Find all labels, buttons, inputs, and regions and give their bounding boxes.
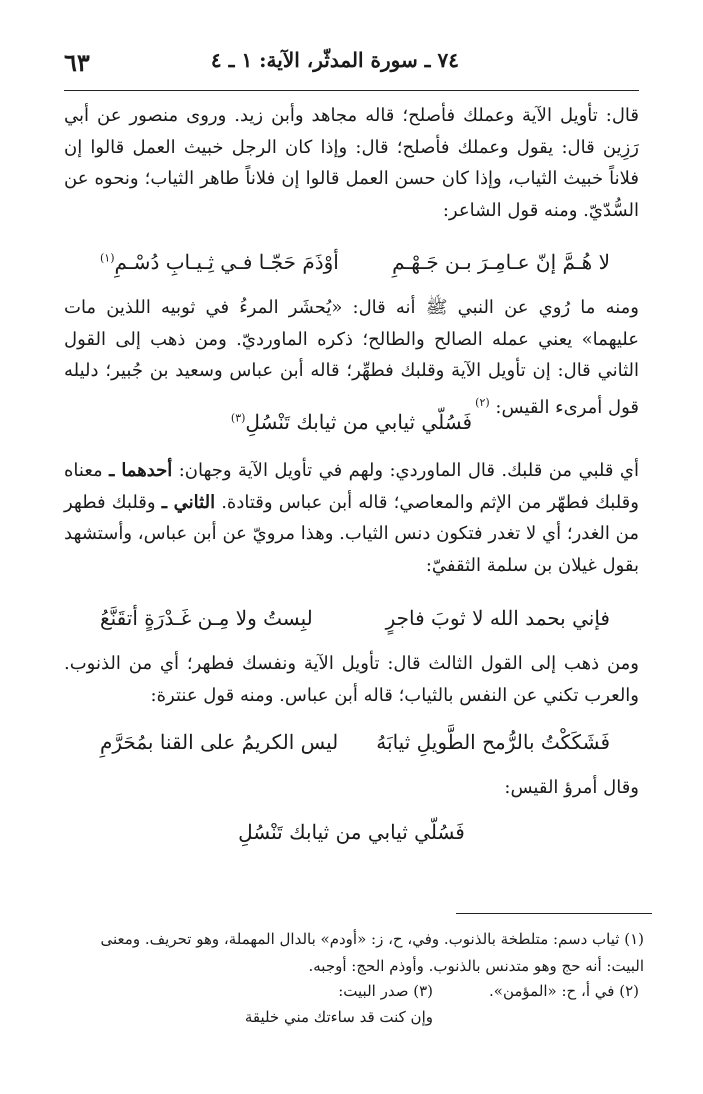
verse-1-second-hemistich: أوْذَمَ حَجّـا فـي ثِـيـابِ دُسْـمِ$^{(١)}$: [100, 250, 339, 274]
footnote-ref-1: (١): [100, 251, 115, 265]
footnote-ref-3: (٣): [230, 411, 246, 425]
verse-3-second-hemistich: لبِستُ ولا مِـن غَـدْرَةٍ أتقَنَّعُ: [100, 606, 313, 630]
footnote-3-verse: وإن كنت قد ساءتك مني خليقة: [244, 1008, 433, 1026]
verse-3-first-hemistich: فإني بحمد الله لا ثوبَ فاجرٍ: [385, 606, 610, 630]
paragraph-4: ومن ذهب إلى القول الثالث قال: تأويل الآية ونفسك فطهر؛ أي من الذنوب. والعرب تكني عن النفس بالثياب؛ قاله أبن عباس. ومنه قول عنترة:: [64, 653, 639, 706]
verse-1-first-hemistich: لا هُـمَّ إنّ عـامِـرَ بـن جَـهْـمِ: [392, 250, 610, 274]
header-rule: [64, 90, 639, 91]
page-header: [64, 44, 639, 80]
verse-1: [100, 250, 610, 286]
paragraph-1: قال: تأويل الآية وعملك فأصلح؛ قاله مجاهد وأبن زيد. وروى منصور عن أبي رَزِين قال: يقول وعملك فأصلح؛ قال: وإذا كان الرجل خبيث العمل قالوا إن فلاناً خبيث الثياب، وإذا كان حسن العمل قالوا إن فلاناً طاهر الثياب؛ ونحوه عن السُّدّيّ. ومنه قول الشاعر:: [64, 105, 639, 221]
footnote-2: (٢) في أ، ح: «المؤمن».: [489, 982, 639, 1000]
verse-4-second-hemistich: ليس الكريمُ على القنا بمُحَرَّمِ: [100, 730, 339, 754]
verse-4-first-hemistich: فَشَكَكْتُ بالرُّمح الطَّويلِ ثيابَهُ: [376, 730, 610, 754]
paragraph-2: [64, 292, 639, 423]
verse-5: فَسُلّي ثيابي من ثيابك تَنْسُلِ: [238, 820, 465, 844]
footnote-3: (٣) صدر البيت:: [338, 982, 433, 1000]
verse-2: فَسُلّي ثيابي من ثيابك تَنْسُلِ$^{(٣)}$: [230, 410, 473, 434]
footnote-rule: [456, 913, 652, 914]
footnote-1: (١) ثياب دسم: متلطخة بالذنوب. وفي، ح، ز: «أودم» بالدال المهملة، وهو تحريف. ومعنى البيت: أنه حج وهو متدنس بالذنوب. وأوذم الحج: أوجبه.: [100, 930, 644, 975]
paragraph-5: وقال أمرؤ القيس:: [504, 777, 639, 798]
page-number: ٦٣: [64, 48, 90, 77]
point-one-label: أحدهما ـ: [109, 460, 173, 481]
paragraph-3: أي قلبي من قلبك. قال الماوردي: ولهم في تأويل الآية وجهان: أحدهما ـ معناه وقلبك فطهّر من الإثم والمعاصي؛ قاله أبن عباس وقتادة. الثاني ـ وقلبك فطهر من الغدر؛ أي لا تغدر فتكون دنس الثياب. وهذا مرويّ عن أبن عباس، وأستشهد بقول غيلان بن سلمة الثقفيّ:: [64, 460, 639, 576]
verse-3: [100, 606, 610, 642]
running-title: ٧٤ ـ سورة المدثّر، الآية: ١ ـ ٤: [210, 48, 459, 72]
paragraph-2-text: ومنه ما رُوي عن النبي ﷺ أنه قال: «يُحشَر المرءُ في ثوبيه اللذين مات عليهما» يعني عمله الصالح والطالح؛ ذكره الماورديّ. ومن ذهب إلى القول الثاني قال: إن تأويل الآية وقلبك فطهِّر؛ قاله أبن عباس وسعيد بن جُبير؛ دليله قول أمرىء القيس:: [64, 297, 639, 418]
verse-4: [100, 730, 610, 766]
point-two-label: الثاني ـ: [161, 491, 216, 513]
footnote-ref-2: (٢): [475, 395, 490, 409]
